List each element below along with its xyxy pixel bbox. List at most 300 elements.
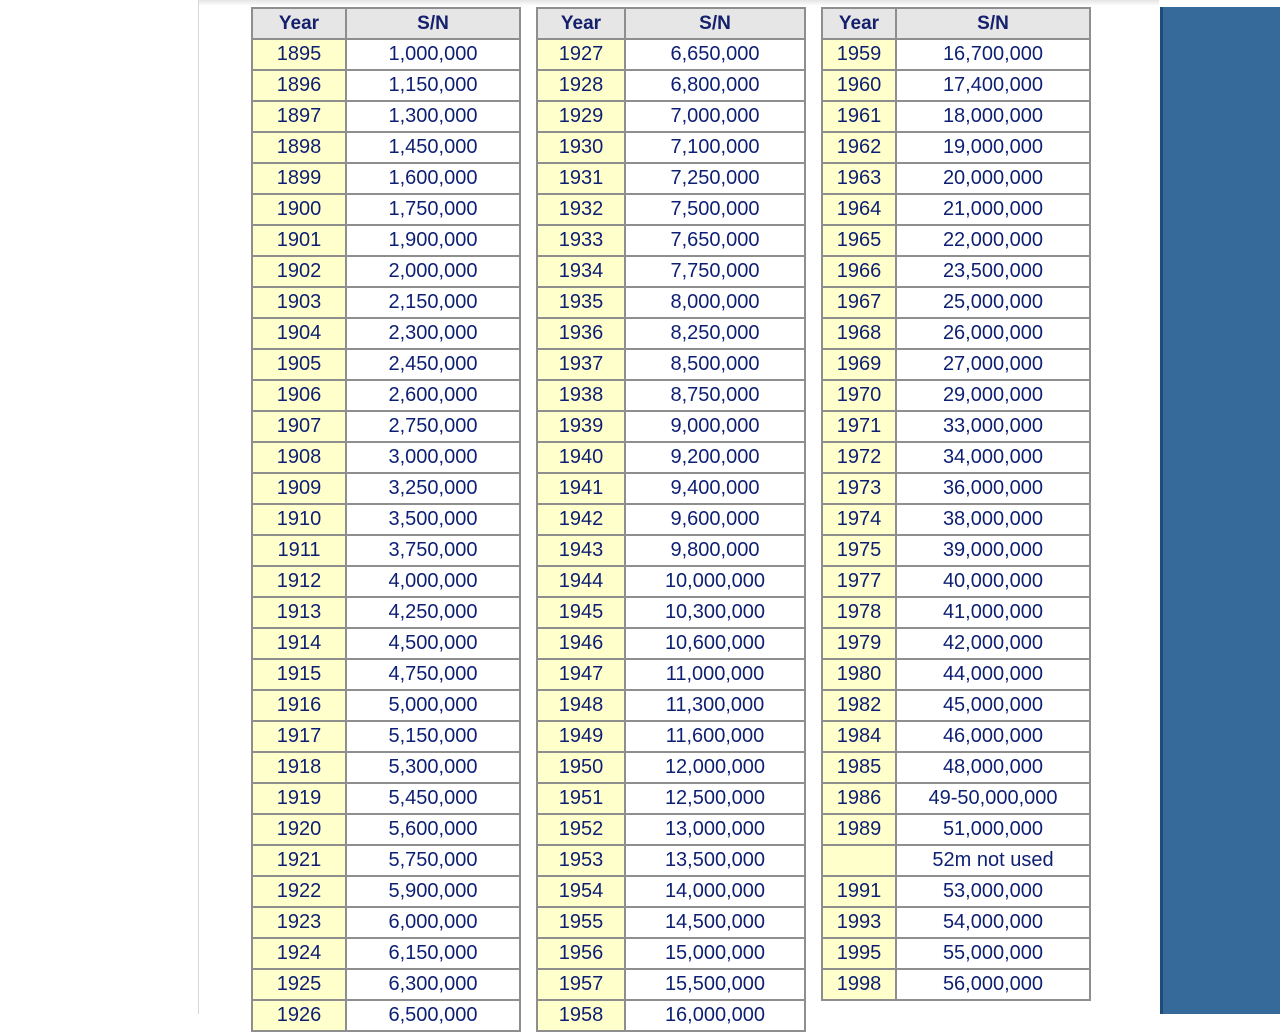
- serial-number-cell: 20,000,000: [896, 163, 1090, 194]
- table-row: [537, 969, 805, 1000]
- table-header-row: [252, 8, 520, 39]
- year-cell: 1944: [537, 566, 625, 597]
- table-row: [822, 721, 1090, 752]
- serial-number-cell: 8,500,000: [625, 349, 805, 380]
- year-cell: 1899: [252, 163, 346, 194]
- table-row: [537, 349, 805, 380]
- table-row: [537, 194, 805, 225]
- year-cell: 1903: [252, 287, 346, 318]
- year-cell: 1925: [252, 969, 346, 1000]
- table-row: [822, 442, 1090, 473]
- serial-number-cell: 3,750,000: [346, 535, 520, 566]
- table-row: [537, 845, 805, 876]
- serial-number-cell: 8,250,000: [625, 318, 805, 349]
- serial-number-cell: 48,000,000: [896, 752, 1090, 783]
- year-cell: 1928: [537, 70, 625, 101]
- serial-number-cell: 4,250,000: [346, 597, 520, 628]
- table-row: [252, 1000, 520, 1031]
- year-cell: 1998: [822, 969, 896, 1000]
- year-cell: 1953: [537, 845, 625, 876]
- serial-number-cell: 14,500,000: [625, 907, 805, 938]
- year-cell: 1929: [537, 101, 625, 132]
- serial-number-cell: 23,500,000: [896, 256, 1090, 287]
- year-cell: 1986: [822, 783, 896, 814]
- year-cell: 1950: [537, 752, 625, 783]
- year-cell: 1991: [822, 876, 896, 907]
- table-row: [822, 225, 1090, 256]
- table-row: [252, 752, 520, 783]
- table-row: [252, 411, 520, 442]
- serial-number-cell: 11,300,000: [625, 690, 805, 721]
- table-row: [822, 566, 1090, 597]
- year-cell: 1914: [252, 628, 346, 659]
- right-sidebar-top-gap: [1160, 0, 1280, 7]
- year-cell: 1982: [822, 690, 896, 721]
- year-cell: [822, 845, 896, 876]
- serial-number-cell: 11,000,000: [625, 659, 805, 690]
- table-row: [537, 39, 805, 70]
- table-row: [822, 597, 1090, 628]
- table-row: [252, 194, 520, 225]
- year-cell: 1898: [252, 132, 346, 163]
- serial-number-cell: 9,800,000: [625, 535, 805, 566]
- serial-number-cell: 3,500,000: [346, 504, 520, 535]
- serial-number-cell: 5,000,000: [346, 690, 520, 721]
- table-row: [252, 256, 520, 287]
- serial-number-cell: 26,000,000: [896, 318, 1090, 349]
- year-cell: 1977: [822, 566, 896, 597]
- serial-number-cell: 38,000,000: [896, 504, 1090, 535]
- table-row: [537, 690, 805, 721]
- table-row: [537, 70, 805, 101]
- year-cell: 1989: [822, 814, 896, 845]
- serial-number-cell: 25,000,000: [896, 287, 1090, 318]
- table-row: [822, 535, 1090, 566]
- serial-number-cell: 16,000,000: [625, 1000, 805, 1031]
- table-row: [537, 411, 805, 442]
- table-row: [822, 876, 1090, 907]
- table-row: [822, 659, 1090, 690]
- year-cell: 1912: [252, 566, 346, 597]
- serial-number-cell: 10,000,000: [625, 566, 805, 597]
- table-row: [822, 318, 1090, 349]
- table-row: [252, 287, 520, 318]
- table-row: [252, 39, 520, 70]
- table-row: [252, 845, 520, 876]
- year-cell: 1913: [252, 597, 346, 628]
- table-row: [822, 845, 1090, 876]
- serial-number-cell: 19,000,000: [896, 132, 1090, 163]
- year-cell: 1940: [537, 442, 625, 473]
- year-cell: 1969: [822, 349, 896, 380]
- year-cell: 1947: [537, 659, 625, 690]
- serial-number-cell: 1,000,000: [346, 39, 520, 70]
- table-row: [252, 721, 520, 752]
- serial-number-cell: 22,000,000: [896, 225, 1090, 256]
- year-cell: 1961: [822, 101, 896, 132]
- serial-number-cell: 10,300,000: [625, 597, 805, 628]
- serial-number-cell: 15,000,000: [625, 938, 805, 969]
- serial-number-cell: 12,000,000: [625, 752, 805, 783]
- table-row: [252, 783, 520, 814]
- table-row: [822, 39, 1090, 70]
- serial-number-cell: 52m not used: [896, 845, 1090, 876]
- sn-column-header: S/N: [346, 8, 520, 39]
- table-row: [822, 349, 1090, 380]
- serial-number-cell: 6,000,000: [346, 907, 520, 938]
- table-row: [252, 938, 520, 969]
- year-cell: 1915: [252, 659, 346, 690]
- year-cell: 1941: [537, 473, 625, 504]
- serial-number-cell: 45,000,000: [896, 690, 1090, 721]
- serial-number-cell: 13,500,000: [625, 845, 805, 876]
- year-cell: 1938: [537, 380, 625, 411]
- serial-number-cell: 4,500,000: [346, 628, 520, 659]
- year-cell: 1923: [252, 907, 346, 938]
- table-row: [252, 659, 520, 690]
- serial-number-cell: 7,100,000: [625, 132, 805, 163]
- year-cell: 1907: [252, 411, 346, 442]
- serial-number-cell: 29,000,000: [896, 380, 1090, 411]
- serial-number-cell: 2,150,000: [346, 287, 520, 318]
- serial-number-cell: 41,000,000: [896, 597, 1090, 628]
- serial-number-cell: 8,750,000: [625, 380, 805, 411]
- year-cell: 1919: [252, 783, 346, 814]
- year-cell: 1896: [252, 70, 346, 101]
- serial-number-cell: 40,000,000: [896, 566, 1090, 597]
- sn-column-header: S/N: [896, 8, 1090, 39]
- table-row: [537, 597, 805, 628]
- year-column-header: Year: [537, 8, 625, 39]
- year-cell: 1956: [537, 938, 625, 969]
- serial-number-cell: 5,300,000: [346, 752, 520, 783]
- serial-number-table-1: [251, 7, 521, 1032]
- table-row: [822, 907, 1090, 938]
- serial-number-cell: 8,000,000: [625, 287, 805, 318]
- table-row: [252, 101, 520, 132]
- year-cell: 1934: [537, 256, 625, 287]
- year-cell: 1975: [822, 535, 896, 566]
- year-cell: 1930: [537, 132, 625, 163]
- serial-number-cell: 7,000,000: [625, 101, 805, 132]
- table-row: [537, 380, 805, 411]
- table-row: [537, 659, 805, 690]
- year-cell: 1967: [822, 287, 896, 318]
- serial-number-cell: 7,500,000: [625, 194, 805, 225]
- serial-number-cell: 16,700,000: [896, 39, 1090, 70]
- table-row: [822, 752, 1090, 783]
- serial-number-cell: 6,300,000: [346, 969, 520, 1000]
- table-row: [252, 442, 520, 473]
- serial-number-cell: 9,200,000: [625, 442, 805, 473]
- year-cell: 1979: [822, 628, 896, 659]
- table-row: [537, 132, 805, 163]
- table-row: [537, 287, 805, 318]
- year-cell: 1974: [822, 504, 896, 535]
- table-row: [822, 256, 1090, 287]
- serial-number-table-2: [536, 7, 806, 1032]
- serial-number-cell: 17,400,000: [896, 70, 1090, 101]
- table-row: [822, 814, 1090, 845]
- serial-number-cell: 10,600,000: [625, 628, 805, 659]
- year-cell: 1949: [537, 721, 625, 752]
- year-cell: 1936: [537, 318, 625, 349]
- year-cell: 1946: [537, 628, 625, 659]
- table-row: [537, 814, 805, 845]
- table-row: [822, 783, 1090, 814]
- table-row: [252, 132, 520, 163]
- table-row: [252, 597, 520, 628]
- year-cell: 1901: [252, 225, 346, 256]
- table-row: [537, 566, 805, 597]
- table-row: [537, 721, 805, 752]
- year-cell: 1973: [822, 473, 896, 504]
- right-sidebar-panel: [1160, 0, 1280, 1014]
- table-row: [252, 504, 520, 535]
- year-cell: 1905: [252, 349, 346, 380]
- table-row: [252, 318, 520, 349]
- year-cell: 1993: [822, 907, 896, 938]
- serial-number-cell: 11,600,000: [625, 721, 805, 752]
- year-column-header: Year: [252, 8, 346, 39]
- year-cell: 1948: [537, 690, 625, 721]
- table-header-row: [537, 8, 805, 39]
- table-row: [252, 876, 520, 907]
- serial-number-cell: 5,450,000: [346, 783, 520, 814]
- serial-number-cell: 54,000,000: [896, 907, 1090, 938]
- year-cell: 1954: [537, 876, 625, 907]
- year-cell: 1980: [822, 659, 896, 690]
- table-row: [252, 163, 520, 194]
- serial-number-cell: 56,000,000: [896, 969, 1090, 1000]
- year-cell: 1955: [537, 907, 625, 938]
- serial-number-cell: 7,750,000: [625, 256, 805, 287]
- year-cell: 1970: [822, 380, 896, 411]
- serial-number-cell: 51,000,000: [896, 814, 1090, 845]
- serial-number-cell: 2,750,000: [346, 411, 520, 442]
- year-cell: 1909: [252, 473, 346, 504]
- year-cell: 1960: [822, 70, 896, 101]
- table-row: [537, 907, 805, 938]
- year-cell: 1995: [822, 938, 896, 969]
- serial-number-cell: 42,000,000: [896, 628, 1090, 659]
- year-cell: 1900: [252, 194, 346, 225]
- serial-number-cell: 5,750,000: [346, 845, 520, 876]
- serial-number-cell: 9,600,000: [625, 504, 805, 535]
- year-cell: 1985: [822, 752, 896, 783]
- serial-number-cell: 46,000,000: [896, 721, 1090, 752]
- year-cell: 1906: [252, 380, 346, 411]
- table-row: [537, 318, 805, 349]
- year-cell: 1962: [822, 132, 896, 163]
- table-header-row: [822, 8, 1090, 39]
- table-row: [537, 1000, 805, 1031]
- year-cell: 1957: [537, 969, 625, 1000]
- serial-number-cell: 3,000,000: [346, 442, 520, 473]
- year-cell: 1931: [537, 163, 625, 194]
- table-row: [822, 473, 1090, 504]
- table-row: [252, 349, 520, 380]
- year-cell: 1951: [537, 783, 625, 814]
- year-cell: 1932: [537, 194, 625, 225]
- table-row: [537, 783, 805, 814]
- serial-number-cell: 2,300,000: [346, 318, 520, 349]
- serial-number-cell: 6,150,000: [346, 938, 520, 969]
- table-row: [537, 628, 805, 659]
- page-left-border: [198, 0, 199, 1014]
- table-row: [822, 101, 1090, 132]
- table-row: [537, 752, 805, 783]
- year-cell: 1910: [252, 504, 346, 535]
- serial-number-cell: 1,750,000: [346, 194, 520, 225]
- table-row: [537, 938, 805, 969]
- table-row: [537, 504, 805, 535]
- year-cell: 1902: [252, 256, 346, 287]
- serial-number-cell: 13,000,000: [625, 814, 805, 845]
- serial-number-cell: 2,600,000: [346, 380, 520, 411]
- year-cell: 1921: [252, 845, 346, 876]
- table-row: [537, 163, 805, 194]
- serial-number-cell: 4,750,000: [346, 659, 520, 690]
- serial-number-cell: 2,450,000: [346, 349, 520, 380]
- year-cell: 1918: [252, 752, 346, 783]
- serial-number-cell: 39,000,000: [896, 535, 1090, 566]
- serial-number-cell: 55,000,000: [896, 938, 1090, 969]
- serial-number-cell: 3,250,000: [346, 473, 520, 504]
- table-row: [537, 876, 805, 907]
- year-cell: 1945: [537, 597, 625, 628]
- serial-number-cell: 49-50,000,000: [896, 783, 1090, 814]
- table-row: [252, 473, 520, 504]
- serial-number-cell: 53,000,000: [896, 876, 1090, 907]
- year-cell: 1917: [252, 721, 346, 752]
- year-cell: 1922: [252, 876, 346, 907]
- year-cell: 1978: [822, 597, 896, 628]
- serial-number-cell: 1,900,000: [346, 225, 520, 256]
- table-row: [537, 256, 805, 287]
- table-row: [822, 194, 1090, 225]
- serial-number-cell: 4,000,000: [346, 566, 520, 597]
- year-cell: 1895: [252, 39, 346, 70]
- year-cell: 1943: [537, 535, 625, 566]
- year-cell: 1911: [252, 535, 346, 566]
- year-cell: 1920: [252, 814, 346, 845]
- table-row: [537, 442, 805, 473]
- year-cell: 1933: [537, 225, 625, 256]
- serial-number-cell: 1,600,000: [346, 163, 520, 194]
- year-cell: 1916: [252, 690, 346, 721]
- top-edge-shadow: [199, 0, 1159, 6]
- table-row: [822, 287, 1090, 318]
- table-row: [252, 535, 520, 566]
- year-cell: 1908: [252, 442, 346, 473]
- table-row: [822, 411, 1090, 442]
- serial-number-cell: 18,000,000: [896, 101, 1090, 132]
- year-cell: 1942: [537, 504, 625, 535]
- year-cell: 1952: [537, 814, 625, 845]
- serial-number-cell: 5,900,000: [346, 876, 520, 907]
- table-row: [252, 969, 520, 1000]
- serial-number-cell: 34,000,000: [896, 442, 1090, 473]
- serial-number-cell: 7,650,000: [625, 225, 805, 256]
- year-cell: 1926: [252, 1000, 346, 1031]
- serial-number-cell: 33,000,000: [896, 411, 1090, 442]
- table-row: [252, 380, 520, 411]
- year-cell: 1968: [822, 318, 896, 349]
- year-cell: 1966: [822, 256, 896, 287]
- table-row: [822, 163, 1090, 194]
- serial-number-cell: 9,400,000: [625, 473, 805, 504]
- table-row: [822, 690, 1090, 721]
- serial-number-cell: 6,800,000: [625, 70, 805, 101]
- table-row: [822, 938, 1090, 969]
- year-cell: 1972: [822, 442, 896, 473]
- year-column-header: Year: [822, 8, 896, 39]
- table-row: [822, 132, 1090, 163]
- table-row: [822, 70, 1090, 101]
- year-cell: 1958: [537, 1000, 625, 1031]
- serial-number-cell: 5,150,000: [346, 721, 520, 752]
- year-cell: 1964: [822, 194, 896, 225]
- table-row: [822, 628, 1090, 659]
- table-row: [252, 566, 520, 597]
- serial-number-cell: 1,300,000: [346, 101, 520, 132]
- serial-number-cell: 21,000,000: [896, 194, 1090, 225]
- year-cell: 1904: [252, 318, 346, 349]
- year-cell: 1935: [537, 287, 625, 318]
- table-row: [252, 907, 520, 938]
- serial-number-cell: 27,000,000: [896, 349, 1090, 380]
- serial-number-cell: 36,000,000: [896, 473, 1090, 504]
- table-row: [252, 225, 520, 256]
- serial-number-cell: 6,500,000: [346, 1000, 520, 1031]
- table-row: [537, 535, 805, 566]
- year-cell: 1963: [822, 163, 896, 194]
- year-cell: 1959: [822, 39, 896, 70]
- year-cell: 1965: [822, 225, 896, 256]
- serial-number-cell: 1,450,000: [346, 132, 520, 163]
- table-row: [537, 101, 805, 132]
- serial-number-table-3: [821, 7, 1091, 1001]
- year-cell: 1897: [252, 101, 346, 132]
- year-cell: 1927: [537, 39, 625, 70]
- serial-number-cell: 14,000,000: [625, 876, 805, 907]
- table-row: [537, 225, 805, 256]
- sn-column-header: S/N: [625, 8, 805, 39]
- serial-number-cell: 6,650,000: [625, 39, 805, 70]
- table-row: [252, 690, 520, 721]
- table-row: [252, 814, 520, 845]
- serial-number-cell: 44,000,000: [896, 659, 1090, 690]
- year-cell: 1939: [537, 411, 625, 442]
- table-row: [822, 504, 1090, 535]
- year-cell: 1924: [252, 938, 346, 969]
- table-row: [822, 380, 1090, 411]
- year-cell: 1937: [537, 349, 625, 380]
- serial-number-cell: 9,000,000: [625, 411, 805, 442]
- serial-number-cell: 15,500,000: [625, 969, 805, 1000]
- serial-number-cell: 5,600,000: [346, 814, 520, 845]
- serial-number-cell: 7,250,000: [625, 163, 805, 194]
- table-row: [252, 70, 520, 101]
- table-row: [822, 969, 1090, 1000]
- serial-number-cell: 2,000,000: [346, 256, 520, 287]
- year-cell: 1971: [822, 411, 896, 442]
- serial-number-cell: 1,150,000: [346, 70, 520, 101]
- table-row: [537, 473, 805, 504]
- table-row: [252, 628, 520, 659]
- serial-number-cell: 12,500,000: [625, 783, 805, 814]
